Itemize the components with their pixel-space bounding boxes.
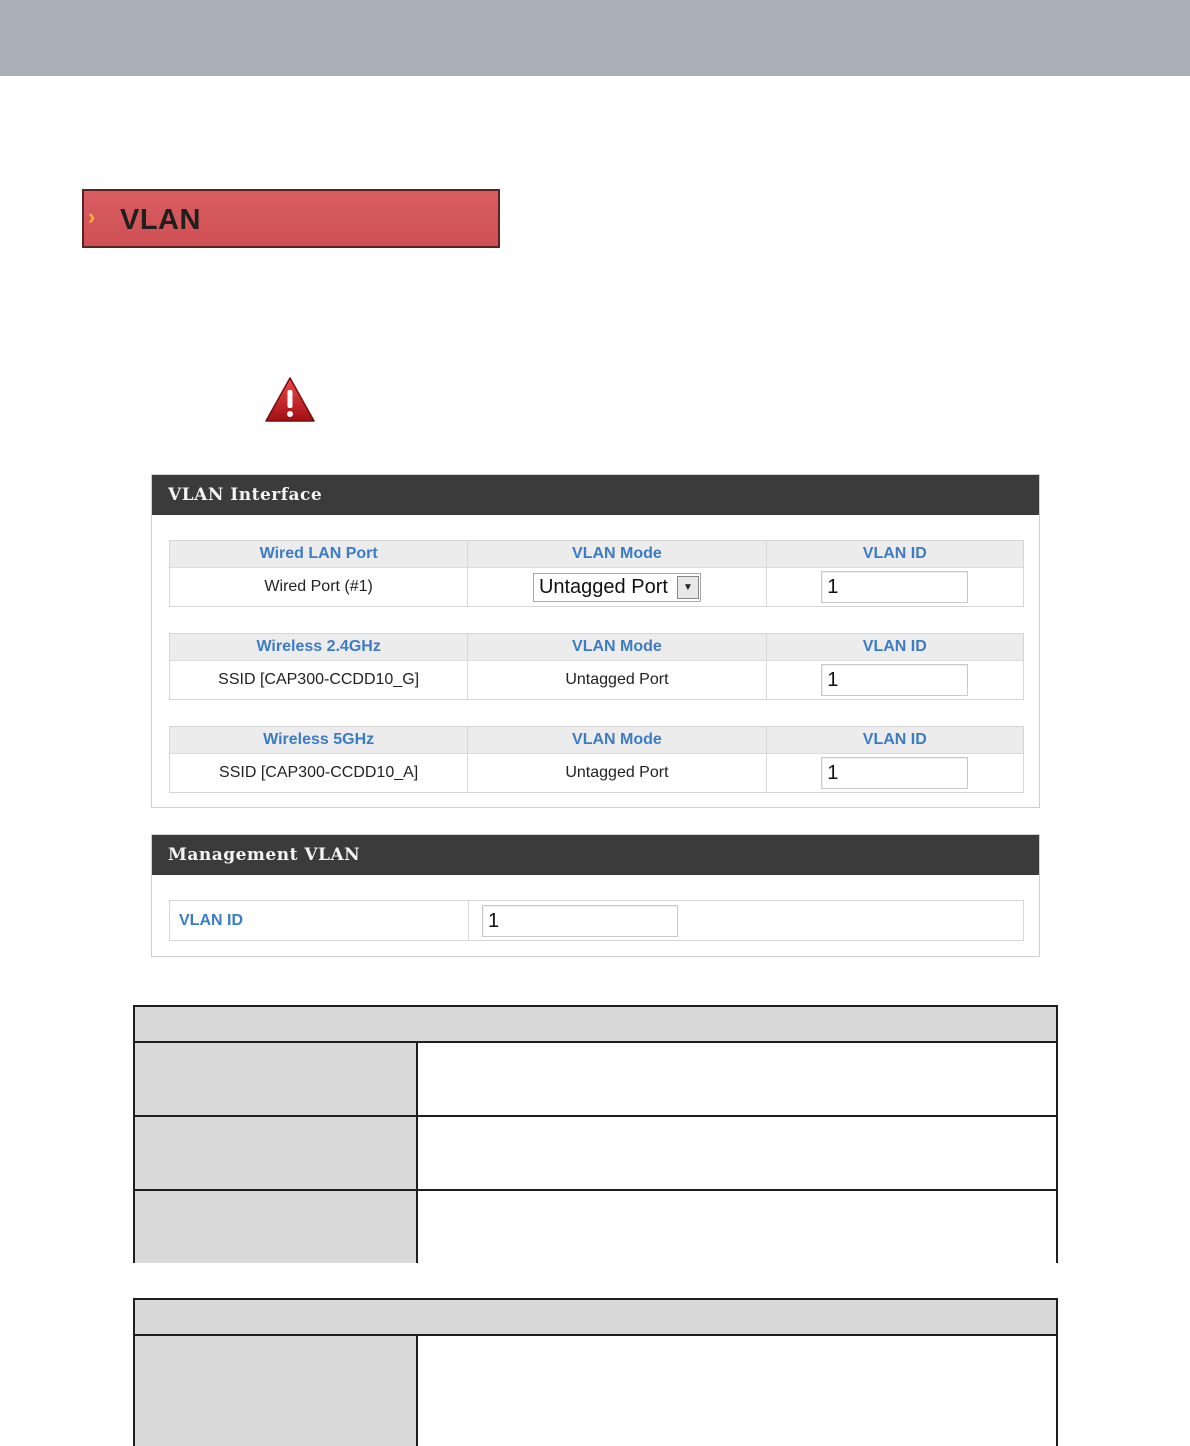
description-row: [135, 1336, 1056, 1446]
management-vlan-label: VLAN ID: [170, 901, 469, 940]
column-header: VLAN ID: [862, 731, 927, 748]
chevron-right-icon: ›: [88, 204, 96, 229]
management-vlan-cell: [469, 901, 678, 940]
management-vlan-row: [169, 900, 1024, 941]
vlan-id-input[interactable]: 1: [821, 664, 968, 696]
description-table-header: [135, 1300, 1056, 1336]
column-header: VLAN Mode: [468, 727, 766, 753]
description-value-cell: [418, 1336, 1056, 1446]
ssid-name: SSID [CAP300-CCDD10_A]: [170, 754, 468, 792]
table-header: [170, 727, 1023, 753]
vlan-id-cell: [767, 754, 1023, 792]
description-label-cell: [135, 1043, 418, 1115]
description-row: [135, 1043, 1056, 1117]
column-header: Wireless 5GHz: [170, 727, 468, 753]
vlan-id-input[interactable]: 1: [821, 571, 968, 603]
column-header: VLAN Mode: [468, 634, 766, 660]
description-value-cell: [418, 1043, 1056, 1115]
management-vlan-panel: [151, 834, 1040, 957]
description-row: [135, 1117, 1056, 1191]
vlan-mode-value: Untagged Port: [468, 754, 766, 792]
table-row: [170, 660, 1023, 699]
chevron-down-icon[interactable]: ▼: [677, 576, 699, 599]
vlan-mode-value: Untagged Port: [538, 575, 668, 598]
management-vlan-id-input[interactable]: 1: [482, 905, 678, 937]
ssid-name: SSID [CAP300-CCDD10_G]: [170, 661, 468, 699]
description-label-cell: [135, 1191, 418, 1263]
description-value-cell: [418, 1191, 1056, 1263]
column-header: VLAN ID: [862, 545, 927, 562]
vlan-id-cell: [767, 568, 1023, 606]
table-header: [170, 541, 1023, 567]
wireless-24-table: [169, 633, 1024, 700]
column-header: VLAN Mode: [468, 541, 766, 567]
wired-lan-table: [169, 540, 1024, 607]
description-table-header: [135, 1007, 1056, 1043]
vlan-id-input[interactable]: 1: [821, 757, 968, 789]
description-label-cell: [135, 1117, 418, 1189]
table-row: [170, 753, 1023, 792]
vlan-interface-panel: [151, 474, 1040, 808]
section-banner: [82, 189, 500, 248]
vlan-mode-value: Untagged Port: [468, 661, 766, 699]
port-name: Wired Port (#1): [170, 568, 468, 606]
management-vlan-title: Management VLAN: [152, 835, 1039, 875]
top-bar: [0, 0, 1190, 76]
description-row: [135, 1191, 1056, 1263]
wireless-5-table: [169, 726, 1024, 793]
description-table: [133, 1298, 1058, 1446]
section-title: VLAN: [120, 204, 201, 236]
table-row: [170, 567, 1023, 606]
description-label-cell: [135, 1336, 418, 1446]
vlan-id-cell: [767, 661, 1023, 699]
vlan-mode-cell: [468, 568, 766, 606]
column-header: Wireless 2.4GHz: [170, 634, 468, 660]
table-header: [170, 634, 1023, 660]
warning-triangle-icon: [264, 376, 316, 424]
description-table: [133, 1005, 1058, 1263]
vlan-mode-select[interactable]: [533, 573, 701, 602]
column-header: VLAN ID: [862, 638, 927, 655]
description-value-cell: [418, 1117, 1056, 1189]
vlan-interface-title: VLAN Interface: [152, 475, 1039, 515]
column-header: Wired LAN Port: [170, 541, 468, 567]
